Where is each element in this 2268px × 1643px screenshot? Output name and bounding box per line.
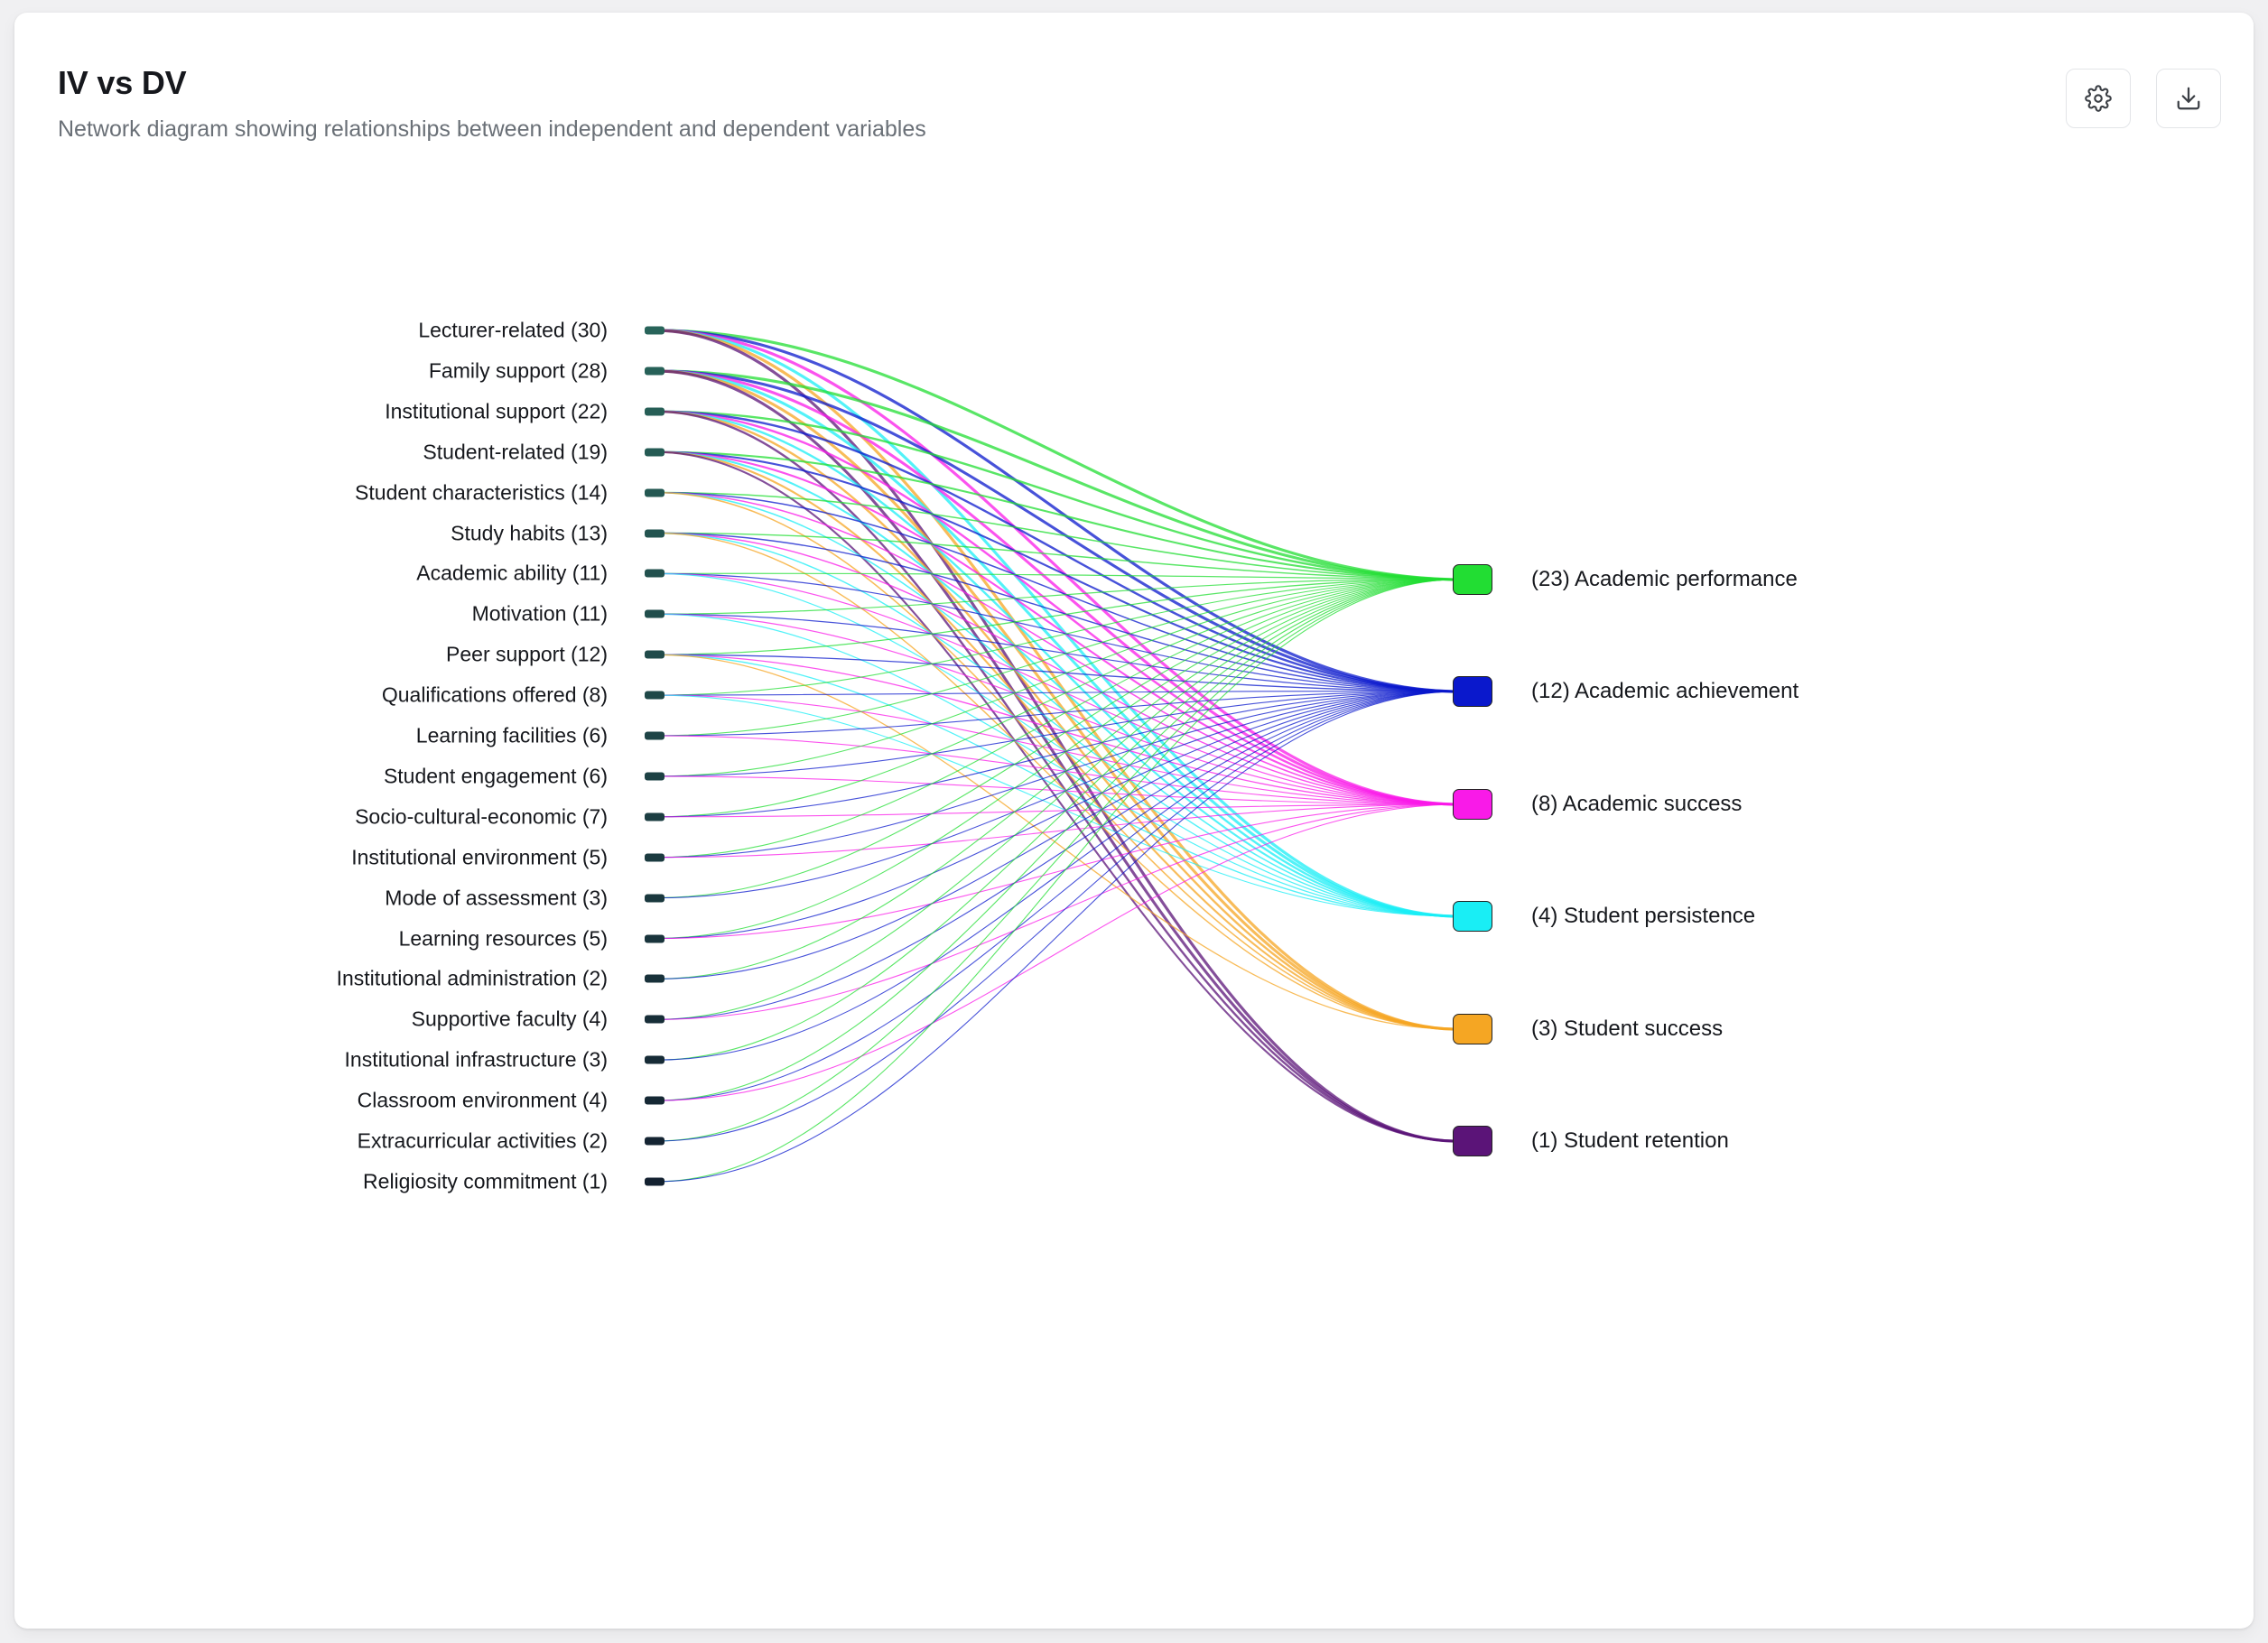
source-node[interactable] xyxy=(645,692,665,700)
source-label: Student engagement (6) xyxy=(383,764,608,788)
target-node[interactable] xyxy=(1453,1126,1492,1156)
card-header xyxy=(14,13,2254,175)
source-node[interactable] xyxy=(645,853,665,861)
source-label: Institutional support (22) xyxy=(385,399,608,423)
source-node[interactable] xyxy=(645,1177,665,1185)
source-node[interactable] xyxy=(645,812,665,821)
source-label: Classroom environment (4) xyxy=(357,1088,608,1112)
target-label: (23) Academic performance xyxy=(1531,567,1798,591)
target-label: (12) Academic achievement xyxy=(1531,679,1799,703)
source-label: Institutional administration (2) xyxy=(336,966,608,990)
source-node[interactable] xyxy=(645,610,665,618)
target-node[interactable] xyxy=(1453,564,1492,595)
link-path xyxy=(655,330,1453,916)
source-label: Academic ability (11) xyxy=(416,561,608,585)
source-label: Family support (28) xyxy=(428,358,608,383)
source-node[interactable] xyxy=(645,732,665,740)
network-diagram xyxy=(14,175,2254,1439)
source-label: Institutional environment (5) xyxy=(351,845,608,869)
source-label: Study habits (13) xyxy=(451,520,608,544)
target-label: (8) Academic success xyxy=(1531,792,1743,816)
link-path xyxy=(655,412,1453,692)
source-node[interactable] xyxy=(645,367,665,375)
source-node[interactable] xyxy=(645,975,665,983)
source-label: Learning resources (5) xyxy=(398,925,608,950)
link-path xyxy=(655,580,1453,736)
source-label: Institutional infrastructure (3) xyxy=(344,1047,608,1072)
source-label: Motivation (11) xyxy=(471,601,608,626)
source-label: Peer support (12) xyxy=(446,642,608,666)
link-path xyxy=(655,330,1453,692)
source-node[interactable] xyxy=(645,570,665,578)
source-node[interactable] xyxy=(645,448,665,456)
link-path xyxy=(655,580,1453,1141)
source-label: Socio-cultural-economic (7) xyxy=(355,804,608,829)
source-label: Religiosity commitment (1) xyxy=(363,1169,608,1193)
link-path xyxy=(655,580,1453,654)
source-node[interactable] xyxy=(645,1097,665,1105)
target-node[interactable] xyxy=(1453,901,1492,932)
source-label: Lecturer-related (30) xyxy=(418,318,608,342)
source-node[interactable] xyxy=(645,1016,665,1024)
target-label: (3) Student success xyxy=(1531,1016,1724,1041)
target-label: (4) Student persistence xyxy=(1531,904,1756,928)
link-path xyxy=(655,371,1453,1141)
link-path xyxy=(655,692,1453,1182)
page-title: IV vs DV xyxy=(58,64,187,101)
source-node[interactable] xyxy=(645,529,665,537)
link-path xyxy=(655,804,1453,939)
link-path xyxy=(655,493,1453,916)
page-subtitle: Network diagram showing relationships between independent and dependent variables xyxy=(58,116,926,142)
source-node[interactable] xyxy=(645,407,665,415)
source-label: Supportive faculty (4) xyxy=(411,1007,608,1031)
download-button[interactable] xyxy=(2156,69,2221,128)
source-label: Extracurricular activities (2) xyxy=(357,1128,608,1153)
source-node[interactable] xyxy=(645,772,665,780)
target-node[interactable] xyxy=(1453,789,1492,820)
download-icon xyxy=(2175,85,2202,112)
source-node[interactable] xyxy=(645,1137,665,1146)
target-node[interactable] xyxy=(1453,1014,1492,1044)
link-path xyxy=(655,692,1453,1019)
source-label: Qualifications offered (8) xyxy=(381,682,608,707)
source-label: Student-related (19) xyxy=(423,440,608,464)
target-label: (1) Student retention xyxy=(1531,1128,1729,1153)
source-node[interactable] xyxy=(645,1056,665,1064)
source-node[interactable] xyxy=(645,488,665,497)
source-label: Student characteristics (14) xyxy=(355,480,608,505)
source-label: Mode of assessment (3) xyxy=(385,886,608,910)
source-node[interactable] xyxy=(645,934,665,942)
source-node[interactable] xyxy=(645,651,665,659)
link-path xyxy=(655,692,1453,1060)
gear-icon xyxy=(2085,85,2112,112)
source-label: Learning facilities (6) xyxy=(415,723,608,747)
link-path xyxy=(655,452,1453,1141)
source-node[interactable] xyxy=(645,894,665,902)
link-path xyxy=(655,573,1453,580)
source-node[interactable] xyxy=(645,327,665,335)
target-node[interactable] xyxy=(1453,676,1492,707)
link-path xyxy=(655,452,1453,1029)
chart-card xyxy=(14,13,2254,1629)
settings-button[interactable] xyxy=(2066,69,2131,128)
